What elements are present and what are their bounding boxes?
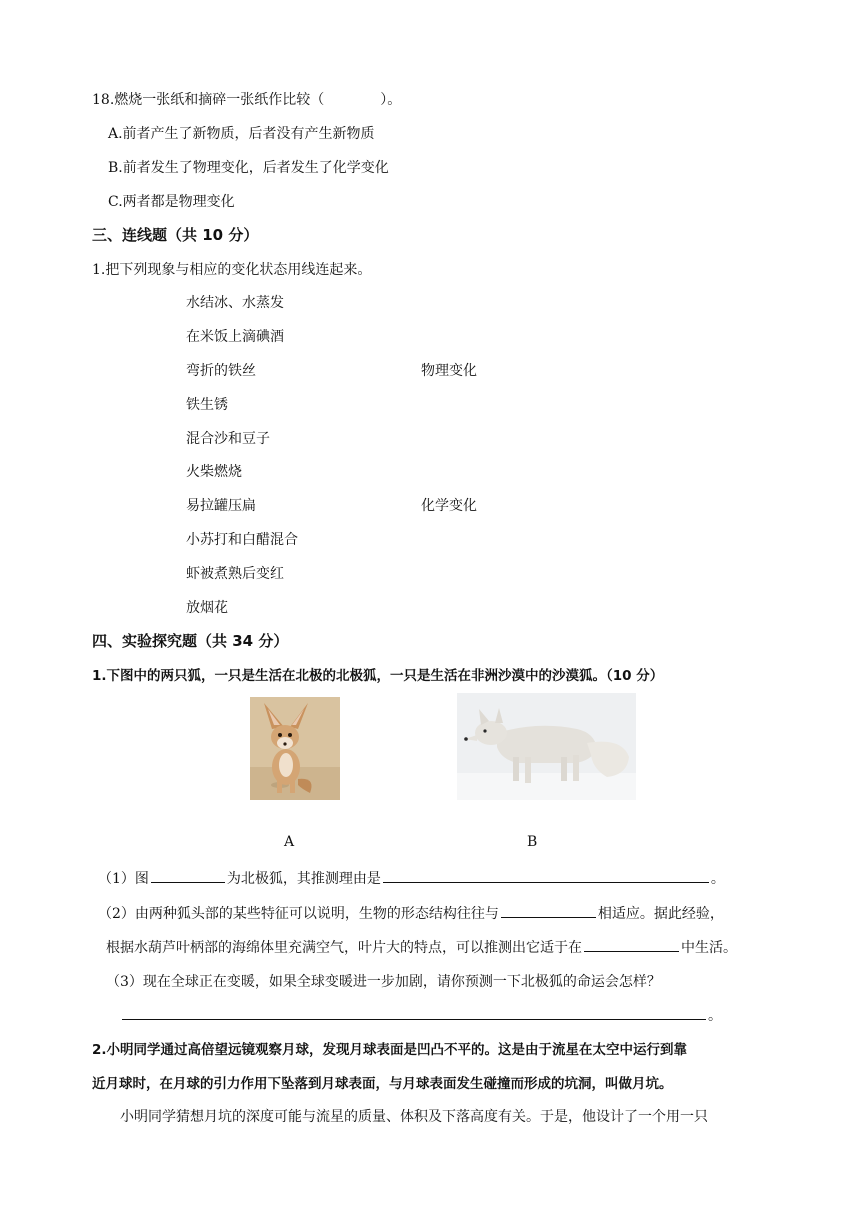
answer-blank[interactable] <box>501 903 596 918</box>
answer-line[interactable] <box>122 1019 706 1020</box>
answer-blank[interactable] <box>383 868 709 883</box>
sub3-end: 。 <box>708 1008 722 1024</box>
sub2-line2 <box>106 937 737 957</box>
q2-paragraph-line1: 2.小明同学通过高倍望远镜观察月球，发现月球表面是凹凸不平的。这是由于流星在太空中运行到靠 <box>92 1042 688 1058</box>
sub2-line1 <box>98 903 724 923</box>
q18-stem: 18.燃烧一张纸和摘碎一张纸作比较（ ）。 <box>92 92 402 108</box>
section3-q1-stem: 1.把下列现象与相应的变化状态用线连起来。 <box>92 262 372 278</box>
image-label-b: B <box>527 834 538 850</box>
matching-item: 火柴燃烧 <box>186 464 242 480</box>
q18-option-a: A.前者产生了新物质，后者没有产生新物质 <box>108 126 375 142</box>
fennec-fox-photo <box>250 697 340 800</box>
matching-target-chemical: 化学变化 <box>421 498 477 514</box>
section4-q1-stem: 1.下图中的两只狐，一只是生活在北极的北极狐，一只是生活在非洲沙漠中的沙漠狐。（10 分） <box>92 668 664 684</box>
q18-option-b: B.前者发生了物理变化，后者发生了化学变化 <box>108 160 389 176</box>
sub1-middle: 为北极狐，其推测理由是 <box>226 871 381 887</box>
sub3-question: （3）现在全球正在变暖，如果全球变暖进一步加剧，请你预测一下北极狐的命运会怎样？ <box>106 974 661 990</box>
sub1 <box>98 868 725 888</box>
sub2-prefix2: 根据水葫芦叶柄部的海绵体里充满空气，叶片大的特点，可以推测出它适于在 <box>106 940 582 956</box>
q2-paragraph-line3: 小明同学猜想月坑的深度可能与流星的质量、体积及下落高度有关。于是，他设计了一个用一只 <box>120 1109 708 1125</box>
arctic-fox-photo <box>457 693 636 800</box>
matching-item: 铁生锈 <box>186 397 228 413</box>
matching-item: 混合沙和豆子 <box>186 431 270 447</box>
matching-target-physical: 物理变化 <box>421 363 477 379</box>
sub1-prefix: （1）图 <box>98 871 149 887</box>
matching-item: 水结冰、水蒸发 <box>186 295 284 311</box>
sub1-end: 。 <box>710 871 725 887</box>
matching-item: 小苏打和白醋混合 <box>186 532 298 548</box>
matching-item: 虾被煮熟后变红 <box>186 566 284 582</box>
q2-paragraph-line2: 近月球时，在月球的引力作用下坠落到月球表面，与月球表面发生碰撞而形成的坑洞，叫做月坑。 <box>92 1076 673 1092</box>
answer-blank[interactable] <box>151 868 225 883</box>
section3-title: 三、连线题（共 10 分） <box>92 226 259 244</box>
sub2-middle: 相适应。据此经验， <box>597 906 724 922</box>
matching-item: 易拉罐压扁 <box>186 498 256 514</box>
answer-blank[interactable] <box>584 937 679 952</box>
section4-title: 四、实验探究题（共 34 分） <box>92 632 289 650</box>
sub2-prefix: （2）由两种狐头部的某些特征可以说明，生物的形态结构往往与 <box>98 906 499 922</box>
matching-item: 放烟花 <box>186 600 228 616</box>
matching-item: 在米饭上滴碘酒 <box>186 329 284 345</box>
image-label-a: A <box>284 834 295 850</box>
q18-option-c: C.两者都是物理变化 <box>108 194 235 210</box>
sub2-end: 中生活。 <box>681 940 737 956</box>
matching-item: 弯折的铁丝 <box>186 363 256 379</box>
